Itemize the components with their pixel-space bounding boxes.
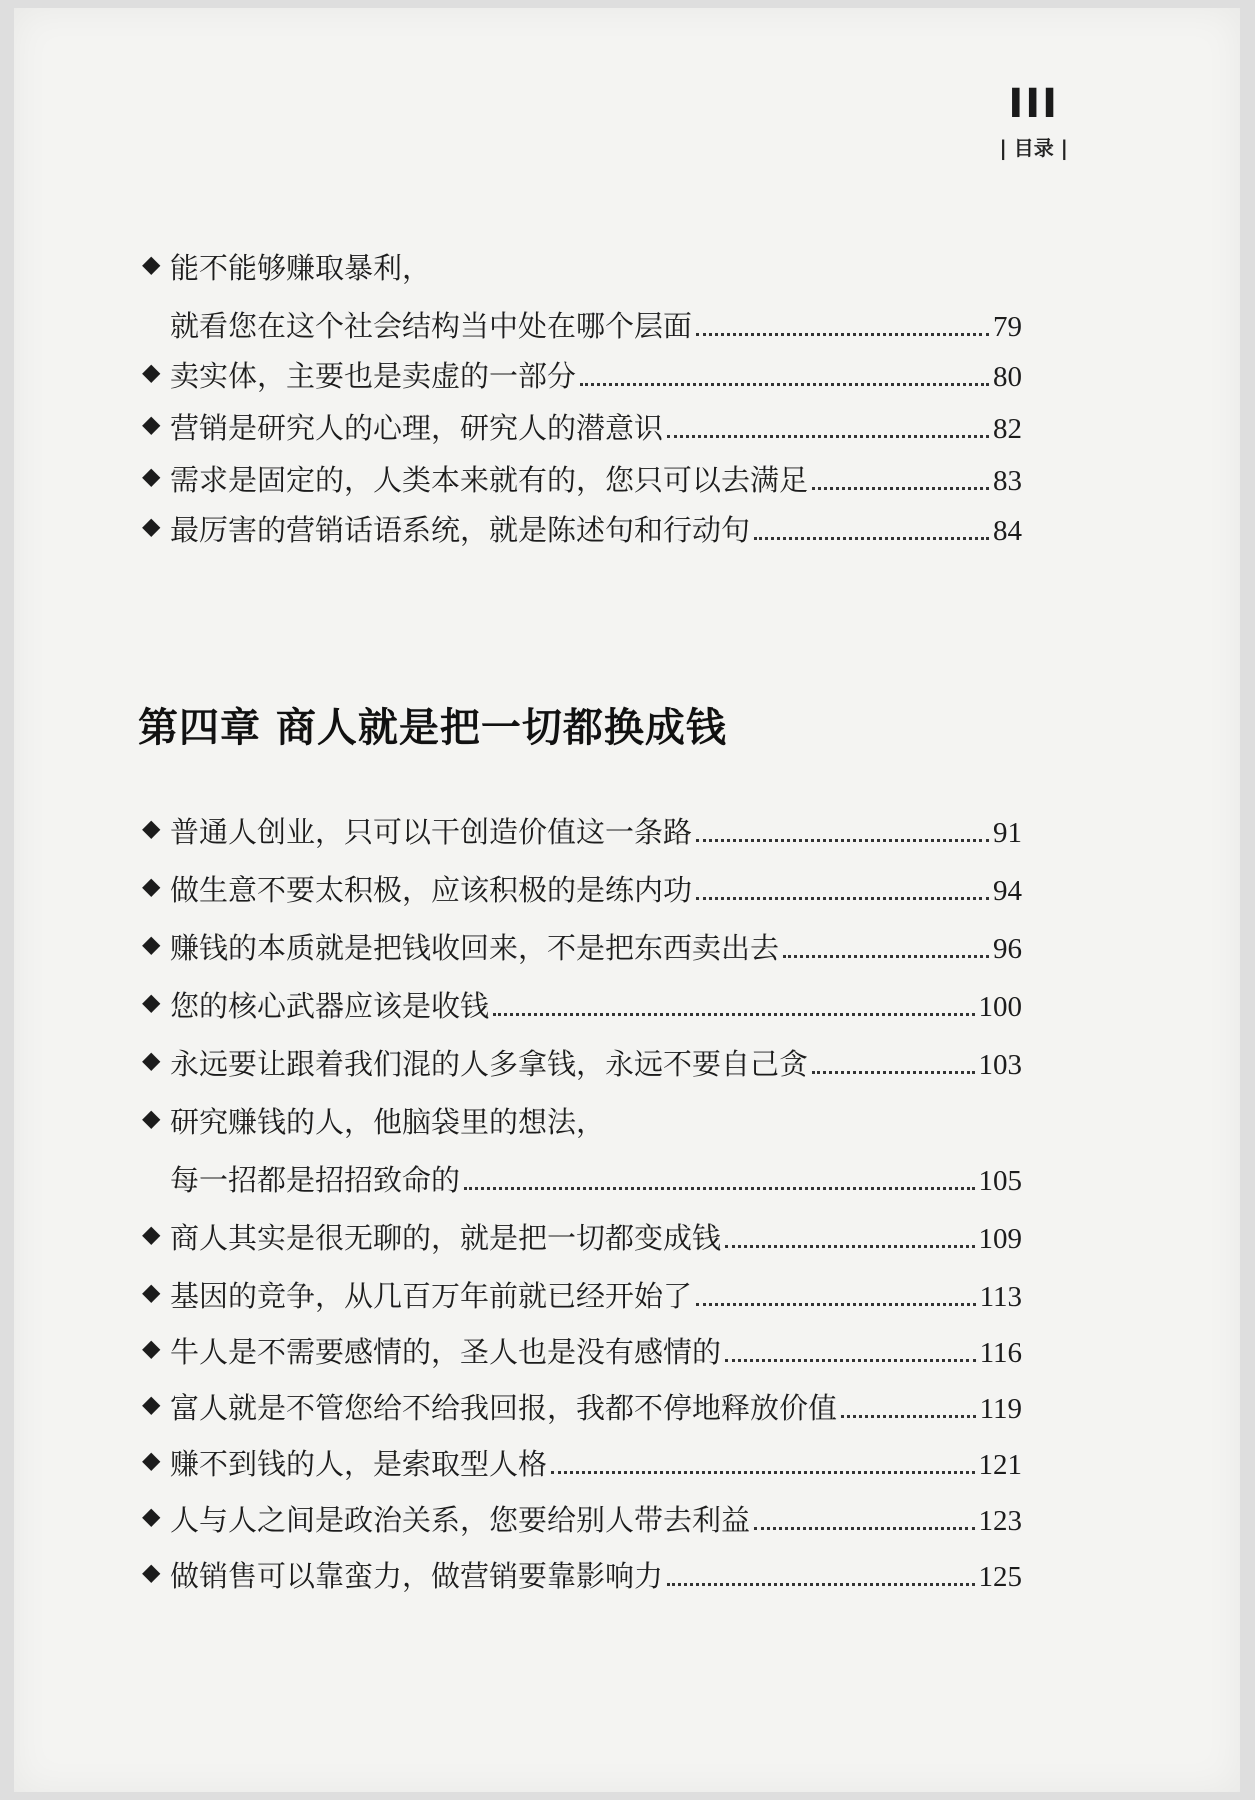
- dot-leader: [551, 1471, 974, 1474]
- page-numeral: III: [1008, 81, 1060, 127]
- diamond-bullet-icon: ◆: [142, 358, 161, 386]
- entry-page-number: 109: [978, 1223, 1022, 1255]
- entry-page-number: 79: [993, 311, 1022, 343]
- entry-title-continued: 就看您在这个社会结构当中处在哪个层面: [170, 309, 693, 343]
- dot-leader: [725, 1245, 974, 1248]
- dot-leader: [667, 435, 989, 438]
- entry-page-number: 91: [993, 817, 1022, 849]
- dot-leader: [783, 955, 989, 958]
- toc-entry[interactable]: [142, 810, 1022, 866]
- entry-title: 卖实体，主要也是卖虚的一部分: [170, 359, 577, 393]
- entry-title: 基因的竞争，从几百万年前就已经开始了: [170, 1279, 693, 1313]
- dot-leader: [754, 1527, 974, 1530]
- toc-entry[interactable]: [142, 1442, 1022, 1498]
- diamond-bullet-icon: ◆: [142, 1558, 161, 1586]
- toc-entry[interactable]: [142, 868, 1022, 924]
- dot-leader: [754, 537, 989, 540]
- diamond-bullet-icon: ◆: [142, 410, 161, 438]
- toc-entry[interactable]: [142, 1386, 1022, 1442]
- toc-entry[interactable]: [142, 246, 1022, 343]
- toc-entry[interactable]: [142, 1274, 1022, 1330]
- toc-entry[interactable]: [142, 458, 1022, 514]
- entry-page-number: 100: [978, 991, 1022, 1023]
- dot-leader: [725, 1359, 976, 1362]
- diamond-bullet-icon: ◆: [142, 1334, 161, 1362]
- dot-leader: [812, 1071, 974, 1074]
- diamond-bullet-icon: ◆: [142, 1046, 161, 1074]
- diamond-bullet-icon: ◆: [142, 1446, 161, 1474]
- entry-page-number: 94: [993, 875, 1022, 907]
- entry-title: 牛人是不需要感情的，圣人也是没有感情的: [170, 1335, 722, 1369]
- entry-title: 您的核心武器应该是收钱: [170, 989, 490, 1023]
- diamond-bullet-icon: ◆: [142, 1220, 161, 1248]
- dot-leader: [696, 897, 989, 900]
- entry-page-number: 103: [978, 1049, 1022, 1081]
- toc-entry[interactable]: [142, 354, 1022, 410]
- dot-leader: [493, 1013, 974, 1016]
- entry-page-number: 80: [993, 361, 1022, 393]
- diamond-bullet-icon: ◆: [142, 1502, 161, 1530]
- entry-title: 赚不到钱的人，是索取型人格: [170, 1447, 548, 1481]
- diamond-bullet-icon: ◆: [142, 1390, 161, 1418]
- toc-entry[interactable]: [142, 1042, 1022, 1098]
- dot-leader: [696, 333, 989, 336]
- diamond-bullet-icon: ◆: [142, 814, 161, 842]
- toc-entry[interactable]: [142, 1216, 1022, 1272]
- diamond-bullet-icon: ◆: [142, 930, 161, 958]
- entry-title: 最厉害的营销话语系统，就是陈述句和行动句: [170, 513, 751, 547]
- entry-title: 做销售可以靠蛮力，做营销要靠影响力: [170, 1559, 664, 1593]
- dot-leader: [812, 487, 989, 490]
- entry-title: 人与人之间是政治关系，您要给别人带去利益: [170, 1503, 751, 1537]
- toc-entry[interactable]: [142, 926, 1022, 982]
- toc-entry[interactable]: [142, 406, 1022, 462]
- diamond-bullet-icon: ◆: [142, 462, 161, 490]
- page-header: [999, 80, 1068, 161]
- entry-page-number: 119: [979, 1393, 1022, 1425]
- toc-entry[interactable]: [142, 1554, 1022, 1610]
- entry-title: 永远要让跟着我们混的人多拿钱，永远不要自己贪: [170, 1047, 809, 1081]
- toc-entry[interactable]: [142, 1330, 1022, 1386]
- entry-title: 商人其实是很无聊的，就是把一切都变成钱: [170, 1221, 722, 1255]
- dot-leader: [667, 1583, 974, 1586]
- entry-title: 研究赚钱的人，他脑袋里的想法，: [170, 1105, 606, 1139]
- dot-leader: [696, 1303, 976, 1306]
- entry-title-continued: 每一招都是招招致命的: [170, 1163, 461, 1197]
- dot-leader: [580, 383, 989, 386]
- entry-title: 营销是研究人的心理，研究人的潜意识: [170, 411, 664, 445]
- toc-entry[interactable]: [142, 984, 1022, 1040]
- entry-page-number: 125: [978, 1561, 1022, 1593]
- entry-page-number: 83: [993, 465, 1022, 497]
- entry-title: 需求是固定的，人类本来就有的，您只可以去满足: [170, 463, 809, 497]
- entry-page-number: 84: [993, 515, 1022, 547]
- toc-entry[interactable]: [142, 1498, 1022, 1554]
- diamond-bullet-icon: ◆: [142, 250, 161, 278]
- section-label: | 目录 |: [999, 136, 1068, 160]
- diamond-bullet-icon: ◆: [142, 872, 161, 900]
- dot-leader: [464, 1187, 974, 1190]
- entry-page-number: 96: [993, 933, 1022, 965]
- entry-page-number: 123: [978, 1505, 1022, 1537]
- diamond-bullet-icon: ◆: [142, 1278, 161, 1306]
- diamond-bullet-icon: ◆: [142, 512, 161, 540]
- entry-page-number: 116: [979, 1337, 1022, 1369]
- entry-page-number: 121: [978, 1449, 1022, 1481]
- entry-title: 能不能够赚取暴利，: [170, 251, 432, 285]
- entry-page-number: 113: [979, 1281, 1022, 1313]
- chapter-title[interactable]: 第四章 商人就是把一切都换成钱: [138, 704, 727, 751]
- entry-page-number: 82: [993, 413, 1022, 445]
- toc-entry[interactable]: [142, 1100, 1022, 1197]
- toc-entry[interactable]: [142, 508, 1022, 564]
- entry-title: 赚钱的本质就是把钱收回来，不是把东西卖出去: [170, 931, 780, 965]
- diamond-bullet-icon: ◆: [142, 1104, 161, 1132]
- diamond-bullet-icon: ◆: [142, 988, 161, 1016]
- entry-title: 做生意不要太积极，应该积极的是练内功: [170, 873, 693, 907]
- entry-title: 富人就是不管您给不给我回报，我都不停地释放价值: [170, 1391, 838, 1425]
- entry-page-number: 105: [978, 1165, 1022, 1197]
- book-page: [14, 8, 1240, 1792]
- dot-leader: [841, 1415, 976, 1418]
- dot-leader: [696, 839, 989, 842]
- entry-title: 普通人创业，只可以干创造价值这一条路: [170, 815, 693, 849]
